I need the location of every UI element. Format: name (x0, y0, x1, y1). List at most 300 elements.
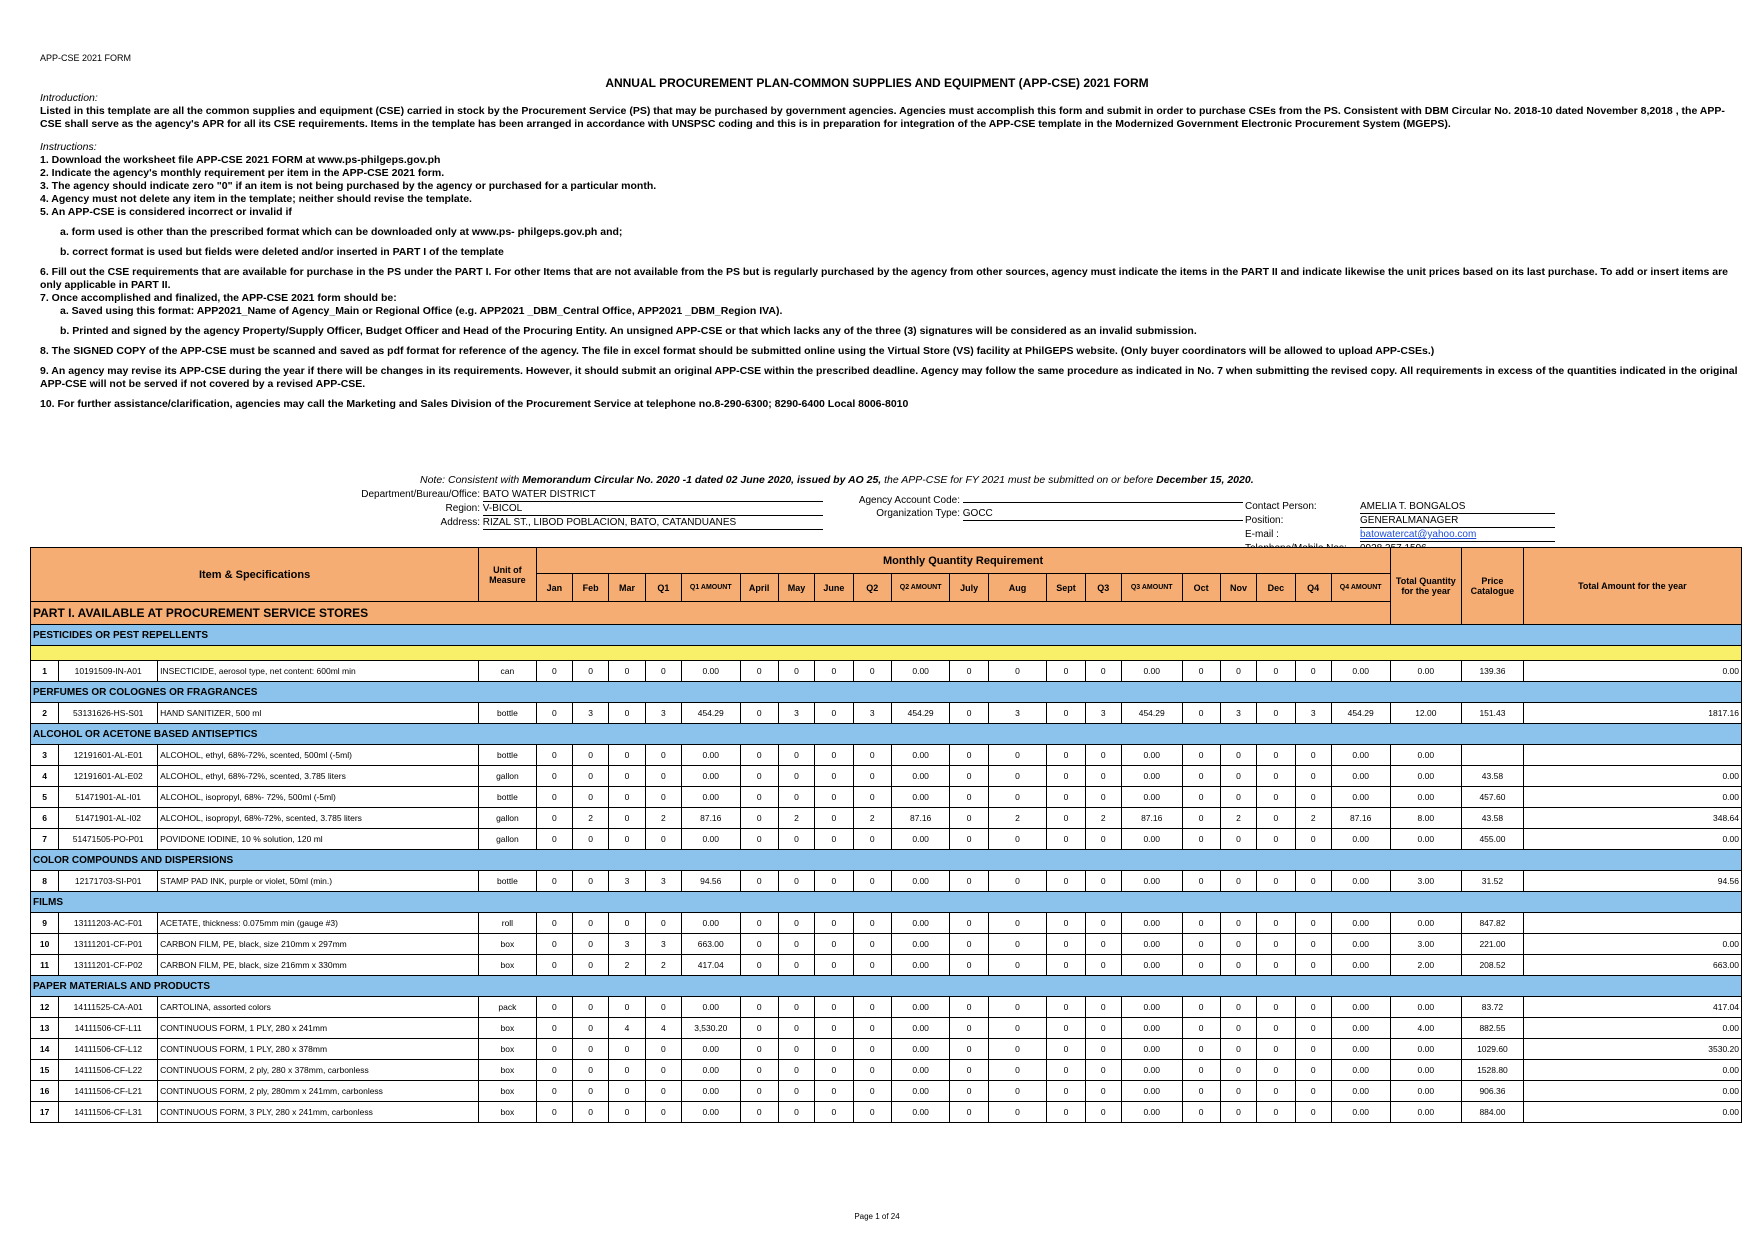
item-description: CONTINUOUS FORM, 3 PLY, 280 x 241mm, carbonless (158, 1102, 479, 1123)
quantity-cell: 3 (853, 703, 891, 724)
quantity-cell: 0.00 (1331, 871, 1390, 892)
quantity-cell: 0 (573, 955, 609, 976)
quantity-cell: 0 (988, 1102, 1047, 1123)
total-amount: 0.00 (1523, 1060, 1741, 1081)
item-unit: box (479, 1081, 537, 1102)
quantity-cell: 0 (609, 661, 645, 682)
instruction-5b: b. correct format is used but fields were deleted and/or inserted in PART I of the template (60, 246, 504, 258)
quantity-cell: 0 (609, 787, 645, 808)
month-header: Q2 AMOUNT (891, 574, 950, 602)
quantity-cell: 0 (1257, 871, 1295, 892)
quantity-cell: 0 (536, 1039, 572, 1060)
quantity-cell: 0 (1047, 934, 1085, 955)
item-code: 13111201-CF-P01 (59, 934, 158, 955)
quantity-cell: 0 (1220, 1081, 1256, 1102)
total-amount (1523, 913, 1741, 934)
quantity-cell: 0 (1047, 1039, 1085, 1060)
quantity-cell: 0 (778, 1018, 814, 1039)
quantity-cell: 0 (536, 871, 572, 892)
month-header: Dec (1257, 574, 1295, 602)
quantity-cell: 0 (1182, 661, 1220, 682)
table-row (31, 787, 1742, 808)
quantity-cell: 0 (815, 955, 853, 976)
quantity-cell: 0 (573, 934, 609, 955)
quantity-cell: 0 (950, 703, 988, 724)
instruction-7a: a. Saved using this format: APP2021_Name of Agency_Main or Regional Office (e.g. APP2021 _DBM_Central Office, APP2021 _DBM_Region IVA). (60, 305, 783, 317)
quantity-cell: 0 (740, 829, 778, 850)
quantity-cell: 0 (740, 703, 778, 724)
price-catalogue: 906.36 (1462, 1081, 1524, 1102)
quantity-cell: 0 (573, 871, 609, 892)
item-code: 12171703-SI-P01 (59, 871, 158, 892)
item-unit: gallon (479, 829, 537, 850)
quantity-cell: 454.29 (1331, 703, 1390, 724)
quantity-cell: 0 (1182, 871, 1220, 892)
item-description: ALCOHOL, isopropyl, 68%-72%, scented, 3.785 liters (158, 808, 479, 829)
quantity-cell: 0 (988, 1039, 1047, 1060)
quantity-cell: 0 (1047, 955, 1085, 976)
quantity-cell: 0 (1182, 1018, 1220, 1039)
quantity-cell: 0 (573, 745, 609, 766)
quantity-cell: 2 (645, 808, 681, 829)
account-code-label: Agency Account Code: (858, 495, 960, 506)
total-quantity: 0.00 (1390, 787, 1462, 808)
total-quantity: 0.00 (1390, 661, 1462, 682)
quantity-cell: 2 (609, 955, 645, 976)
quantity-cell: 0 (573, 997, 609, 1018)
quantity-cell: 0 (740, 808, 778, 829)
quantity-cell: 0 (1047, 1081, 1085, 1102)
item-number: 13 (31, 1018, 59, 1039)
price-catalogue: 43.58 (1462, 766, 1524, 787)
quantity-cell: 0 (1182, 1039, 1220, 1060)
quantity-cell: 0 (815, 1081, 853, 1102)
price-catalogue: 455.00 (1462, 829, 1524, 850)
quantity-cell: 0 (950, 766, 988, 787)
contact-label: Contact Person: (1245, 501, 1317, 512)
quantity-cell: 0 (815, 1060, 853, 1081)
quantity-cell: 0 (853, 766, 891, 787)
quantity-cell: 0 (609, 997, 645, 1018)
item-code: 13111203-AC-F01 (59, 913, 158, 934)
instruction-1: 1. Download the worksheet file APP-CSE 2021 FORM at www.ps-philgeps.gov.ph (40, 154, 441, 166)
item-description: INSECTICIDE, aerosol type, net content: 600ml min (158, 661, 479, 682)
quantity-cell: 0.00 (1121, 1102, 1182, 1123)
quantity-cell: 0 (536, 787, 572, 808)
instruction-10: 10. For further assistance/clarification, agencies may call the Marketing and Sales Division of the Procurement Service at telephone no.8-290-6300; 8290-6400 Local 8006-8010 (40, 398, 909, 410)
quantity-cell: 0.00 (891, 745, 950, 766)
instruction-5: 5. An APP-CSE is considered incorrect or invalid if (40, 206, 292, 218)
quantity-cell: 0 (1182, 766, 1220, 787)
table-row (31, 1039, 1742, 1060)
category-header: ALCOHOL OR ACETONE BASED ANTISEPTICS (31, 724, 1742, 745)
quantity-cell: 0 (1220, 871, 1256, 892)
price-catalogue: 43.58 (1462, 808, 1524, 829)
quantity-cell: 0 (645, 1081, 681, 1102)
quantity-cell: 0 (1182, 745, 1220, 766)
quantity-cell: 0 (815, 934, 853, 955)
total-quantity: 12.00 (1390, 703, 1462, 724)
total-amount: 0.00 (1523, 829, 1741, 850)
item-number: 2 (31, 703, 59, 724)
dept-label: Department/Bureau/Office: (361, 489, 480, 500)
quantity-cell: 0 (1257, 703, 1295, 724)
quantity-cell: 0 (645, 661, 681, 682)
quantity-cell: 0 (853, 1060, 891, 1081)
quantity-cell: 0 (573, 1102, 609, 1123)
quantity-cell: 87.16 (891, 808, 950, 829)
quantity-cell: 0 (950, 1060, 988, 1081)
item-number: 8 (31, 871, 59, 892)
quantity-cell: 0 (740, 661, 778, 682)
quantity-cell: 0 (573, 1081, 609, 1102)
total-quantity: 0.00 (1390, 745, 1462, 766)
quantity-cell: 0.00 (1121, 661, 1182, 682)
quantity-cell: 0 (1295, 745, 1331, 766)
quantity-cell: 0 (988, 829, 1047, 850)
quantity-cell: 0.00 (681, 1039, 740, 1060)
item-unit: box (479, 1018, 537, 1039)
part-one-header: PART I. AVAILABLE AT PROCUREMENT SERVICE STORES (31, 602, 1391, 625)
item-number: 7 (31, 829, 59, 850)
item-description: HAND SANITIZER, 500 ml (158, 703, 479, 724)
quantity-cell: 0 (1047, 766, 1085, 787)
quantity-cell: 0 (778, 955, 814, 976)
item-description: ALCOHOL, ethyl, 68%-72%, scented, 3.785 liters (158, 766, 479, 787)
quantity-cell: 0 (988, 745, 1047, 766)
quantity-cell: 0 (1182, 787, 1220, 808)
quantity-cell: 2 (988, 808, 1047, 829)
quantity-cell: 0 (740, 955, 778, 976)
quantity-cell: 94.56 (681, 871, 740, 892)
quantity-cell: 454.29 (1121, 703, 1182, 724)
total-amount: 0.00 (1523, 1018, 1741, 1039)
quantity-cell: 0 (1295, 997, 1331, 1018)
quantity-cell: 0 (1047, 1060, 1085, 1081)
quantity-cell: 0.00 (1331, 661, 1390, 682)
region-label: Region: (445, 503, 480, 514)
quantity-cell: 0 (1295, 955, 1331, 976)
quantity-cell: 0 (778, 871, 814, 892)
category-header: PAPER MATERIALS AND PRODUCTS (31, 976, 1742, 997)
agency-office-info (330, 488, 823, 530)
quantity-cell: 0.00 (681, 661, 740, 682)
month-header: Mar (609, 574, 645, 602)
quantity-cell: 0 (1257, 913, 1295, 934)
quantity-cell: 0 (1220, 1102, 1256, 1123)
quantity-cell: 0 (740, 1102, 778, 1123)
item-code: 14111506-CF-L21 (59, 1081, 158, 1102)
quantity-cell: 0.00 (681, 1060, 740, 1081)
item-description: ACETATE, thickness: 0.075mm min (gauge #3) (158, 913, 479, 934)
instruction-7: 7. Once accomplished and finalized, the APP-CSE 2021 form should be: (40, 292, 397, 304)
quantity-cell: 0 (1220, 934, 1256, 955)
quantity-cell: 0 (609, 913, 645, 934)
quantity-cell: 0 (988, 1018, 1047, 1039)
quantity-cell: 2 (1295, 808, 1331, 829)
quantity-cell: 0 (536, 997, 572, 1018)
quantity-cell: 663.00 (681, 934, 740, 955)
quantity-cell: 0 (740, 787, 778, 808)
quantity-cell: 0 (740, 766, 778, 787)
table-row (31, 745, 1742, 766)
item-description: ALCOHOL, ethyl, 68%-72%, scented, 500ml (-5ml) (158, 745, 479, 766)
price-catalogue: 221.00 (1462, 934, 1524, 955)
item-code: 12191601-AL-E02 (59, 766, 158, 787)
quantity-cell: 0 (1220, 745, 1256, 766)
dept-value: BATO WATER DISTRICT (483, 488, 823, 502)
quantity-cell: 0 (778, 1102, 814, 1123)
table-row (31, 997, 1742, 1018)
quantity-cell: 0 (815, 745, 853, 766)
item-code: 14111506-CF-L12 (59, 1039, 158, 1060)
quantity-cell: 0 (778, 1060, 814, 1081)
quantity-cell: 0.00 (891, 829, 950, 850)
quantity-cell: 0 (1085, 661, 1121, 682)
quantity-cell: 0.00 (1331, 1081, 1390, 1102)
item-number: 11 (31, 955, 59, 976)
total-amount: 94.56 (1523, 871, 1741, 892)
procurement-table (30, 547, 1742, 1123)
instructions-heading: Instructions: (40, 141, 97, 153)
price-catalogue: 31.52 (1462, 871, 1524, 892)
quantity-cell: 0 (1220, 829, 1256, 850)
quantity-cell: 0 (740, 934, 778, 955)
quantity-cell: 0 (1257, 661, 1295, 682)
month-header: Nov (1220, 574, 1256, 602)
price-catalogue: 882.55 (1462, 1018, 1524, 1039)
total-quantity: 2.00 (1390, 955, 1462, 976)
quantity-cell: 0 (740, 1081, 778, 1102)
quantity-cell: 0.00 (891, 1102, 950, 1123)
quantity-cell: 0 (1295, 766, 1331, 787)
total-quantity: 8.00 (1390, 808, 1462, 829)
table-row (31, 829, 1742, 850)
quantity-cell: 0 (1182, 703, 1220, 724)
contact-value: AMELIA T. BONGALOS (1360, 500, 1555, 514)
quantity-cell: 0 (1182, 1060, 1220, 1081)
quantity-cell: 0 (988, 1081, 1047, 1102)
quantity-cell: 0 (1085, 1102, 1121, 1123)
item-code: 10191509-IN-A01 (59, 661, 158, 682)
total-amount: 0.00 (1523, 934, 1741, 955)
quantity-cell: 87.16 (1121, 808, 1182, 829)
quantity-cell: 0 (1085, 829, 1121, 850)
quantity-cell: 0 (740, 1039, 778, 1060)
quantity-cell: 0.00 (1121, 934, 1182, 955)
instruction-2: 2. Indicate the agency's monthly requirement per item in the APP-CSE 2021 form. (40, 167, 445, 179)
position-value: GENERALMANAGER (1360, 514, 1555, 528)
quantity-cell: 0 (1295, 1018, 1331, 1039)
price-catalogue (1462, 745, 1524, 766)
quantity-cell: 0 (853, 1018, 891, 1039)
quantity-cell: 0 (609, 745, 645, 766)
address-value: RIZAL ST., LIBOD POBLACION, BATO, CATANDUANES (483, 516, 823, 530)
quantity-cell: 0 (853, 955, 891, 976)
quantity-cell: 0.00 (681, 829, 740, 850)
item-description: CARTOLINA, assorted colors (158, 997, 479, 1018)
price-catalogue: 1528.80 (1462, 1060, 1524, 1081)
quantity-cell: 0 (950, 871, 988, 892)
quantity-cell: 0 (645, 913, 681, 934)
quantity-cell: 0 (1047, 661, 1085, 682)
quantity-cell: 0 (853, 871, 891, 892)
quantity-cell: 0.00 (1331, 829, 1390, 850)
quantity-cell: 0 (815, 808, 853, 829)
quantity-cell: 0 (1182, 934, 1220, 955)
quantity-cell: 0 (1295, 661, 1331, 682)
total-amount: 1817.16 (1523, 703, 1741, 724)
month-header: Q4 AMOUNT (1331, 574, 1390, 602)
quantity-cell: 0 (609, 1039, 645, 1060)
quantity-cell: 0 (1257, 1102, 1295, 1123)
quantity-cell: 0 (815, 661, 853, 682)
quantity-cell: 0.00 (1121, 787, 1182, 808)
quantity-cell: 0 (1085, 1018, 1121, 1039)
quantity-cell: 0 (740, 1060, 778, 1081)
quantity-cell: 0 (988, 997, 1047, 1018)
quantity-cell: 0.00 (891, 661, 950, 682)
quantity-cell: 0 (950, 997, 988, 1018)
quantity-cell: 0 (815, 1018, 853, 1039)
item-number: 10 (31, 934, 59, 955)
total-amount (1523, 745, 1741, 766)
month-header: Q1 (645, 574, 681, 602)
quantity-cell: 0.00 (1331, 934, 1390, 955)
quantity-cell: 2 (645, 955, 681, 976)
quantity-cell: 0 (1220, 766, 1256, 787)
item-number: 9 (31, 913, 59, 934)
month-header: April (740, 574, 778, 602)
table-row (31, 1018, 1742, 1039)
quantity-cell: 0 (573, 913, 609, 934)
quantity-cell: 87.16 (1331, 808, 1390, 829)
total-amount: 348.64 (1523, 808, 1741, 829)
page-number: Page 1 of 24 (854, 1212, 900, 1221)
month-header: Sept (1047, 574, 1085, 602)
instruction-4: 4. Agency must not delete any item in the template; neither should revise the template. (40, 193, 472, 205)
quantity-cell: 0 (536, 829, 572, 850)
region-value: V-BICOL (483, 502, 823, 516)
quantity-cell: 0 (1182, 829, 1220, 850)
quantity-cell: 0 (1085, 766, 1121, 787)
quantity-cell: 0.00 (1331, 955, 1390, 976)
quantity-cell: 0 (778, 745, 814, 766)
quantity-cell: 0 (988, 913, 1047, 934)
item-description: CARBON FILM, PE, black, size 210mm x 297mm (158, 934, 479, 955)
month-header: May (778, 574, 814, 602)
quantity-cell: 0 (1257, 787, 1295, 808)
quantity-cell: 0 (1085, 1081, 1121, 1102)
quantity-cell: 0 (815, 1039, 853, 1060)
item-code: 51471901-AL-I02 (59, 808, 158, 829)
quantity-cell: 0 (1047, 829, 1085, 850)
quantity-cell: 0 (536, 934, 572, 955)
total-quantity: 3.00 (1390, 871, 1462, 892)
item-code: 53131626-HS-S01 (59, 703, 158, 724)
monthly-header: Monthly Quantity Requirement (536, 548, 1390, 574)
quantity-cell: 2 (573, 808, 609, 829)
quantity-cell: 0 (645, 1060, 681, 1081)
quantity-cell: 0 (1257, 808, 1295, 829)
item-code: 12191601-AL-E01 (59, 745, 158, 766)
item-unit: pack (479, 997, 537, 1018)
quantity-cell: 0 (950, 808, 988, 829)
quantity-cell: 0 (778, 913, 814, 934)
email-link[interactable]: batowatercat@yahoo.com (1360, 528, 1555, 542)
instruction-3: 3. The agency should indicate zero "0" if an item is not being purchased by the agency or purchased for a particular month. (40, 180, 657, 192)
quantity-cell: 0 (645, 766, 681, 787)
item-description: CONTINUOUS FORM, 2 ply, 280 x 378mm, carbonless (158, 1060, 479, 1081)
quantity-cell: 0 (815, 913, 853, 934)
quantity-cell: 0 (815, 871, 853, 892)
quantity-cell: 0 (536, 913, 572, 934)
quantity-cell: 0.00 (1331, 1102, 1390, 1123)
quantity-cell: 0 (778, 934, 814, 955)
price-catalogue: 457.60 (1462, 787, 1524, 808)
quantity-cell: 2 (778, 808, 814, 829)
quantity-cell: 0.00 (891, 1081, 950, 1102)
org-type-value: GOCC (963, 507, 1243, 521)
item-unit: bottle (479, 703, 537, 724)
item-code: 14111506-CF-L22 (59, 1060, 158, 1081)
quantity-cell: 0 (1257, 745, 1295, 766)
quantity-cell: 0 (573, 829, 609, 850)
item-description: POVIDONE IODINE, 10 % solution, 120 ml (158, 829, 479, 850)
item-unit: box (479, 1039, 537, 1060)
item-number: 3 (31, 745, 59, 766)
note-memo: Memorandum Circular No. 2020 -1 dated 02 June 2020, issued by AO 25, (522, 474, 882, 486)
quantity-cell: 0 (1047, 1102, 1085, 1123)
quantity-cell: 0 (778, 1039, 814, 1060)
quantity-cell: 0.00 (1331, 745, 1390, 766)
quantity-cell: 0 (950, 1081, 988, 1102)
quantity-cell: 0.00 (1121, 871, 1182, 892)
table-row (31, 808, 1742, 829)
total-quantity: 0.00 (1390, 829, 1462, 850)
quantity-cell: 0 (853, 829, 891, 850)
quantity-cell: 0.00 (1121, 1018, 1182, 1039)
quantity-cell: 0.00 (891, 1018, 950, 1039)
quantity-cell: 0 (1047, 745, 1085, 766)
quantity-cell: 0.00 (1121, 1060, 1182, 1081)
item-description: CONTINUOUS FORM, 1 PLY, 280 x 241mm (158, 1018, 479, 1039)
quantity-cell: 0 (853, 1081, 891, 1102)
month-header: Q3 (1085, 574, 1121, 602)
quantity-cell: 0 (1295, 1039, 1331, 1060)
quantity-cell: 0 (1085, 1060, 1121, 1081)
quantity-cell: 0.00 (1121, 955, 1182, 976)
quantity-cell: 3 (609, 934, 645, 955)
quantity-cell: 0 (1220, 661, 1256, 682)
quantity-cell: 0.00 (681, 1081, 740, 1102)
quantity-cell: 0 (1257, 1060, 1295, 1081)
category-header: PERFUMES OR COLOGNES OR FRAGRANCES (31, 682, 1742, 703)
quantity-cell: 0 (1047, 808, 1085, 829)
quantity-cell: 0.00 (1331, 997, 1390, 1018)
quantity-cell: 0 (573, 661, 609, 682)
quantity-cell: 0 (778, 766, 814, 787)
quantity-cell: 0.00 (1121, 997, 1182, 1018)
quantity-cell: 3,530.20 (681, 1018, 740, 1039)
month-header: Q2 (853, 574, 891, 602)
quantity-cell: 0 (573, 1060, 609, 1081)
quantity-cell: 0 (853, 661, 891, 682)
quantity-cell: 0 (1047, 1018, 1085, 1039)
total-quantity: 4.00 (1390, 1018, 1462, 1039)
total-amount: 0.00 (1523, 1102, 1741, 1123)
quantity-cell: 0 (950, 745, 988, 766)
